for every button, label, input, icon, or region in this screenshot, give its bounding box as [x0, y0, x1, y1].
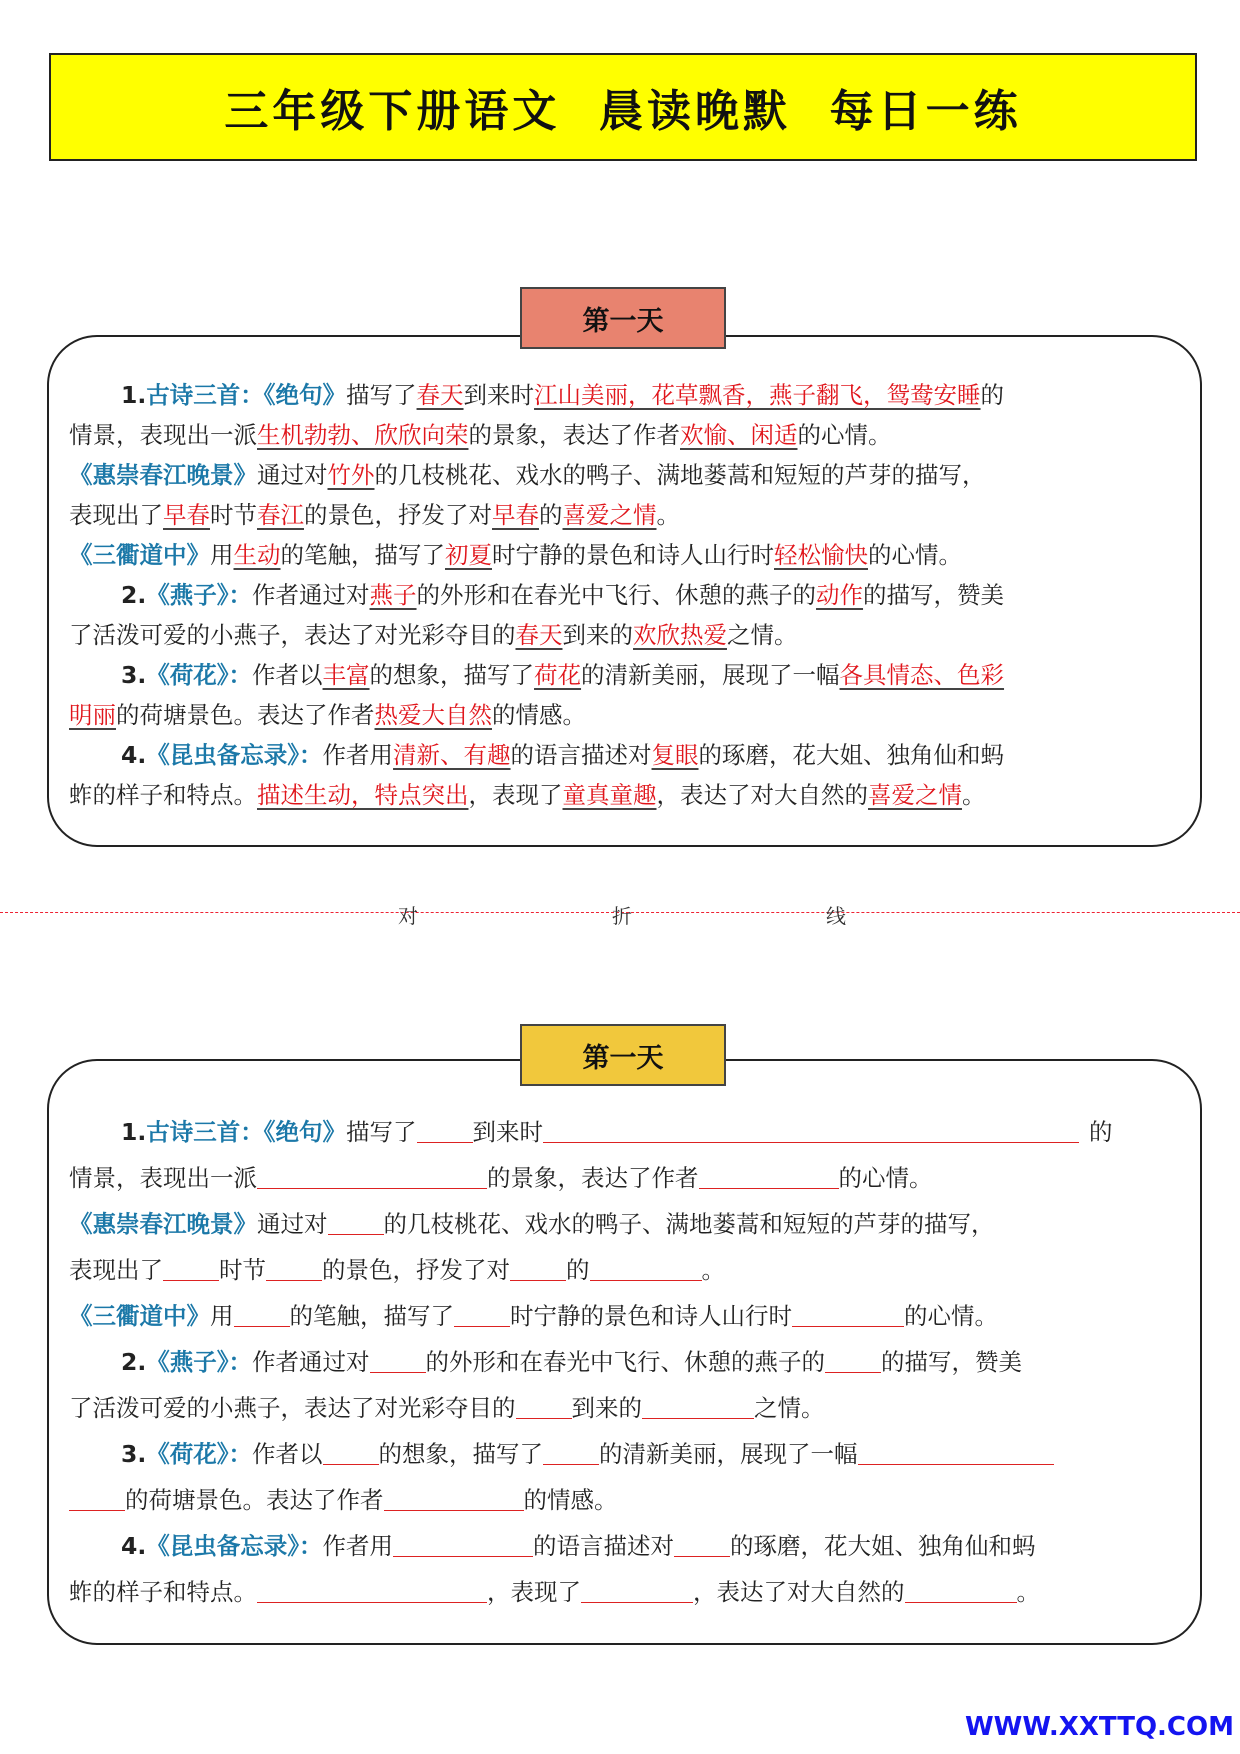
fill-blank[interactable] — [516, 1392, 572, 1419]
blank-line — [69, 1431, 1182, 1477]
text: 的想象，描写了 — [369, 661, 535, 689]
answer-text: 轻松愉快 — [774, 541, 868, 569]
text: 作者以 — [252, 661, 323, 689]
fold-label: 对 — [398, 904, 418, 928]
text: 时宁静的景色和诗人山行时 — [510, 1302, 792, 1330]
text: 通过对 — [257, 1210, 328, 1238]
blank-line — [69, 1523, 1182, 1569]
text: 蚱的样子和特点。 — [69, 1578, 257, 1606]
blank-line — [69, 1385, 1182, 1431]
answer-line — [69, 775, 1182, 815]
page-title: 三年级下册语文 晨读晚默 每日一练 — [224, 86, 1022, 137]
text: 描写了 — [346, 381, 417, 409]
text: 的景色，抒发了对 — [304, 501, 492, 529]
answer-text: 动作 — [816, 581, 864, 609]
answer-panel — [47, 335, 1202, 847]
blank-panel — [47, 1059, 1202, 1645]
blank-line — [69, 1569, 1182, 1615]
text: 的想象，描写了 — [378, 1440, 544, 1468]
fill-blank[interactable] — [234, 1300, 290, 1327]
text: ，表达了对大自然的 — [693, 1578, 905, 1606]
text: 的情感。 — [492, 701, 586, 729]
answer-text: 江山美丽，花草飘香，燕子翻飞，鸳鸯安睡 — [534, 381, 981, 409]
text: 时节 — [210, 501, 257, 529]
item-heading: 《昆虫备忘录》： — [146, 1532, 323, 1560]
answer-text: 欢愉、闲适 — [680, 421, 798, 449]
answer-text: 描述生动，特点突出 — [257, 781, 469, 809]
answer-text: 明丽 — [69, 701, 116, 729]
text: 的清新美丽，展现了一幅 — [581, 661, 840, 689]
text: 之情。 — [727, 621, 798, 649]
fill-blank[interactable] — [590, 1254, 702, 1281]
text: 蚱的样子和特点。 — [69, 781, 257, 809]
item-heading: 古诗三首：《绝句》 — [146, 1118, 347, 1146]
answer-line — [69, 495, 1182, 535]
fill-blank[interactable] — [699, 1162, 839, 1189]
text: 。 — [701, 1256, 725, 1284]
text: 了活泼可爱的小燕子，表达了对光彩夺目的 — [69, 621, 516, 649]
fill-blank[interactable] — [510, 1254, 566, 1281]
answer-text: 欢欣热爱 — [633, 621, 727, 649]
fill-blank[interactable] — [674, 1530, 730, 1557]
answer-text: 春天 — [416, 381, 464, 409]
day-label-blanks: 第一天 — [520, 1024, 726, 1086]
item-number: 2. — [121, 1348, 147, 1376]
answer-text: 生动 — [233, 541, 281, 569]
fill-blank[interactable] — [257, 1162, 487, 1189]
text: 作者以 — [252, 1440, 323, 1468]
blank-line — [69, 1155, 1182, 1201]
text: 到来时 — [463, 381, 535, 409]
fill-blank[interactable] — [266, 1254, 322, 1281]
fold-label: 折 — [612, 904, 632, 928]
text: 了活泼可爱的小燕子，表达了对光彩夺目的 — [69, 1394, 516, 1422]
text: 的语言描述对 — [510, 741, 652, 769]
text: 用 — [210, 541, 234, 569]
item-heading: 《惠崇春江晚景》 — [69, 461, 257, 489]
item-heading: 《三衢道中》 — [69, 1302, 210, 1330]
text: 。 — [656, 501, 680, 529]
text: 的笔触，描写了 — [280, 541, 445, 569]
fill-blank[interactable] — [581, 1576, 693, 1603]
item-heading: 《惠崇春江晚景》 — [69, 1210, 257, 1238]
text: 的心情。 — [797, 421, 892, 449]
answer-line — [69, 535, 1182, 575]
text: 的 — [980, 381, 1005, 409]
text: 的心情。 — [838, 1164, 933, 1192]
answer-text: 竹外 — [327, 461, 375, 489]
fill-blank[interactable] — [642, 1392, 754, 1419]
text: 的几枝桃花、戏水的鸭子、满地蒌蒿和短短的芦芽的描写， — [374, 461, 986, 489]
fill-blank[interactable] — [370, 1346, 426, 1373]
text: 表现出了 — [69, 501, 163, 529]
text: ，表现了 — [487, 1578, 581, 1606]
answer-line — [69, 735, 1182, 775]
answer-text: 清新、有趣 — [393, 741, 511, 769]
answer-line — [69, 615, 1182, 655]
text: 作者用 — [322, 1532, 394, 1560]
answer-line — [69, 375, 1182, 415]
answer-text: 喜爱之情 — [868, 781, 962, 809]
item-number: 2. — [121, 581, 147, 609]
fill-blank[interactable] — [454, 1300, 510, 1327]
text: 的语言描述对 — [533, 1532, 675, 1560]
text: 的几枝桃花、戏水的鸭子、满地蒌蒿和短短的芦芽的描写， — [383, 1210, 995, 1238]
fill-blank[interactable] — [257, 1576, 487, 1603]
item-heading: 《荷花》： — [146, 661, 253, 689]
answer-text: 春江 — [257, 501, 304, 529]
text: 的清新美丽，展现了一幅 — [599, 1440, 858, 1468]
text: 。 — [962, 781, 986, 809]
answer-text: 早春 — [163, 501, 210, 529]
fill-blank[interactable] — [384, 1484, 524, 1511]
item-heading: 古诗三首：《绝句》 — [146, 381, 347, 409]
text: 的荷塘景色。表达了作者 — [116, 701, 375, 729]
blank-line — [69, 1339, 1182, 1385]
item-number: 1. — [121, 1118, 147, 1146]
text: 的描写，赞美 — [881, 1348, 1023, 1376]
text: 的景色，抒发了对 — [322, 1256, 510, 1284]
fill-blank[interactable] — [858, 1438, 1054, 1465]
text: 情景，表现出一派 — [69, 421, 257, 449]
text: ，表达了对大自然的 — [656, 781, 868, 809]
text: 用 — [210, 1302, 234, 1330]
text: 到来时 — [472, 1118, 544, 1146]
answer-text: 丰富 — [322, 661, 370, 689]
text: 的 — [539, 501, 563, 529]
fill-blank[interactable] — [328, 1208, 384, 1235]
text: ，表现了 — [468, 781, 563, 809]
text: 的 — [566, 1256, 590, 1284]
text: 的 — [1089, 1118, 1113, 1146]
text: 的景象，表达了作者 — [487, 1164, 699, 1192]
blank-line — [69, 1247, 1182, 1293]
answer-text: 早春 — [492, 501, 539, 529]
item-heading: 《荷花》： — [146, 1440, 253, 1468]
answer-text: 喜爱之情 — [562, 501, 657, 529]
answer-text: 荷花 — [534, 661, 582, 689]
fill-blank[interactable] — [543, 1438, 599, 1465]
answer-line — [69, 695, 1182, 735]
item-number: 1. — [121, 381, 147, 409]
site-watermark: WWW.XXTTQ.COM — [965, 1712, 1234, 1742]
item-number: 4. — [121, 1532, 147, 1560]
answer-text: 燕子 — [369, 581, 417, 609]
blank-line — [69, 1109, 1182, 1155]
text: 情景，表现出一派 — [69, 1164, 257, 1192]
fill-blank[interactable] — [543, 1116, 1079, 1143]
fill-blank[interactable] — [393, 1530, 533, 1557]
item-heading: 《三衢道中》 — [69, 541, 210, 569]
text: 到来的 — [562, 621, 633, 649]
text: 的外形和在春光中飞行、休憩的燕子的 — [416, 581, 817, 609]
fill-blank[interactable] — [417, 1116, 473, 1143]
answer-line — [69, 575, 1182, 615]
item-heading: 《昆虫备忘录》： — [146, 741, 323, 769]
item-number: 4. — [121, 741, 147, 769]
answer-text: 复眼 — [651, 741, 699, 769]
page-title-banner — [49, 53, 1197, 161]
answer-text: 童真童趣 — [562, 781, 657, 809]
text: 作者通过对 — [252, 581, 370, 609]
text: 的情感。 — [523, 1486, 618, 1514]
text: 的心情。 — [904, 1302, 998, 1330]
blank-line — [69, 1293, 1182, 1339]
item-heading: 《燕子》： — [146, 581, 253, 609]
item-number: 3. — [121, 1440, 147, 1468]
text: 的描写，赞美 — [863, 581, 1005, 609]
item-number: 3. — [121, 661, 147, 689]
answer-line — [69, 415, 1182, 455]
answer-text: 各具情态、色彩 — [839, 661, 1005, 689]
blank-line — [69, 1201, 1182, 1247]
answer-text: 热爱大自然 — [374, 701, 492, 729]
text: 时宁静的景色和诗人山行时 — [492, 541, 774, 569]
text: 的心情。 — [868, 541, 962, 569]
answer-line — [69, 455, 1182, 495]
item-heading: 《燕子》： — [146, 1348, 253, 1376]
fill-blank[interactable] — [163, 1254, 219, 1281]
text: 的琢磨，花大姐、独角仙和蚂 — [698, 741, 1005, 769]
text: 作者用 — [322, 741, 394, 769]
text: 作者通过对 — [252, 1348, 370, 1376]
text: 通过对 — [257, 461, 328, 489]
fill-blank[interactable] — [792, 1300, 904, 1327]
answer-text: 初夏 — [445, 541, 492, 569]
text: 表现出了 — [69, 1256, 163, 1284]
fill-blank[interactable] — [905, 1576, 1017, 1603]
answer-line — [69, 655, 1182, 695]
answer-text: 春天 — [515, 621, 563, 649]
blank-line — [69, 1477, 1182, 1523]
answer-text: 生机勃勃、欣欣向荣 — [257, 421, 469, 449]
fill-blank[interactable] — [825, 1346, 881, 1373]
fold-label: 线 — [826, 904, 846, 928]
text: 的琢磨，花大姐、独角仙和蚂 — [730, 1532, 1036, 1560]
day-label-answers: 第一天 — [520, 287, 726, 349]
fill-blank[interactable] — [323, 1438, 379, 1465]
text: 描写了 — [346, 1118, 417, 1146]
text: 的外形和在春光中飞行、休憩的燕子的 — [425, 1348, 826, 1376]
text: 到来的 — [571, 1394, 642, 1422]
text: 时节 — [219, 1256, 266, 1284]
text: 的荷塘景色。表达了作者 — [125, 1486, 384, 1514]
text: 的笔触，描写了 — [289, 1302, 454, 1330]
fill-blank[interactable] — [69, 1484, 125, 1511]
text: 的景象，表达了作者 — [468, 421, 680, 449]
text: 之情。 — [754, 1394, 825, 1422]
text: 。 — [1016, 1578, 1040, 1606]
